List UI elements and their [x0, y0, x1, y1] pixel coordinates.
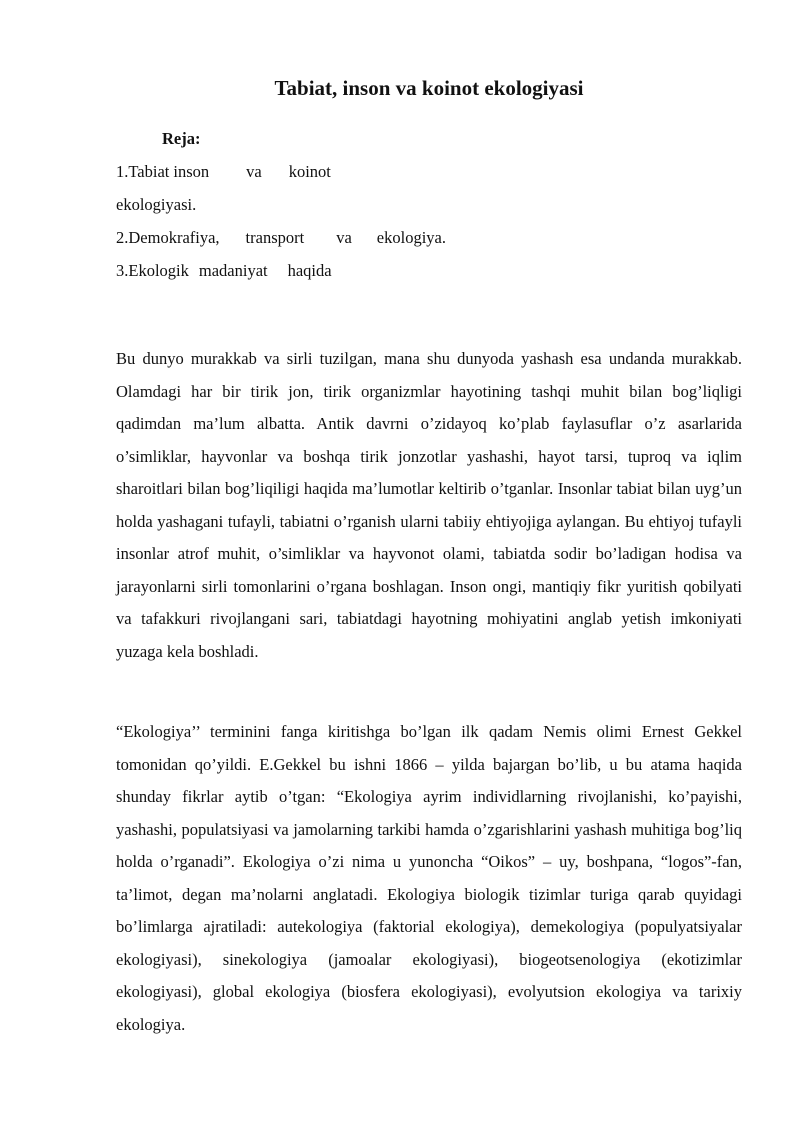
plan-heading: Reja:: [162, 129, 201, 148]
plan-word: haqida: [287, 261, 332, 280]
plan-word: madaniyat: [198, 261, 268, 280]
document-title: Tabiat, inson va koinot ekologiyasi: [274, 76, 584, 100]
paragraph-1: Bu dunyo murakkab va sirli tuzilgan, mana shu dunyoda yashash esa undanda murakkab. Olamdagi har bir tirik jon, tirik organizmlar hayotining tashqi muhit bilan bog’liqligi qadimdan ma’lum albatta. Antik davrni o’zidayoq ko’plab faylasuflar o’z asarlarida o’simliklar, hayvonlar va boshqa tirik jonzotlar yashashi, hayot tarsi, tuproq va iqlim sharoitlari bilan bog’liqiligi haqida ma’lumotlar keltirib o’tganlar. Insonlar tabiat bilan uyg’un holda yashagani tufayli, tabiatni o’rganish ularni tabiiy ehtiyojiga aylangan. Bu ehtiyoj tufayli insonlar atrof muhit, o’simliklar va hayvonot olami, tabiatda sodir bo’ladigan hodisa va jarayonlarni sirli tomonlarini o’rgana boshlagan. Inson ongi, mantiqiy fikr yuritish qobilyati va tafakkuri rivojlangani sari, tabiatdagi hayotning mohiyatini anglab yetish imkoniyati yuzaga kela boshladi.: [116, 349, 742, 661]
plan-item-1-continuation: ekologiyasi.: [116, 195, 197, 214]
plan-item-1-underlined: [169, 162, 331, 182]
plan-word: koinot: [288, 162, 331, 181]
plan-item-2: [116, 228, 446, 248]
plan-word: 3.Ekologik: [116, 261, 189, 280]
plan-item-1-prefix: 1.Tabiat: [116, 162, 170, 181]
plan-word: inson: [173, 162, 210, 181]
plan-word: 2.Demokrafiya,: [116, 228, 220, 247]
plan-word: transport: [245, 228, 305, 247]
plan-item-3: [116, 261, 332, 281]
plan-word: va: [246, 162, 262, 181]
plan-item-1: [116, 162, 331, 182]
paragraph-2: “Ekologiya’’ terminini fanga kiritishga bo’lgan ilk qadam Nemis olimi Ernest Gekkel tomonidan qo’yildi. E.Gekkel bu ishni 1866 – yilda bajargan bo’lib, u bu atama haqida shunday fikrlar aytib o’tgan: “Ekologiya ayrim individlarning rivojlanishi, ko’payishi, yashashi, populatsiyasi va jamolarning tarkibi hamda o’zgarishlarini yashash muhitiga bog’liq holda o’rganadi”. Ekologiya o’zi nima u yunoncha “Oikos” – uy, boshpana, “logos”-fan, ta’limot, degan ma’nolarni anglatadi. Ekologiya biologik tizimlar turiga qarab quyidagi bo’limlarga ajratiladi: autekologiya (faktorial ekologiya), demekologiya (populyatsiyalar ekologiyasi), sinekologiya (jamoalar ekologiyasi), biogeotsenologiya (ekotizimlar ekologiyasi), global ekologiya (biosfera ekologiyasi), evolyutsion ekologiya va tarixiy ekologiya.: [116, 722, 742, 1034]
plan-word: ekologiya.: [376, 228, 446, 247]
plan-word: va: [336, 228, 352, 247]
